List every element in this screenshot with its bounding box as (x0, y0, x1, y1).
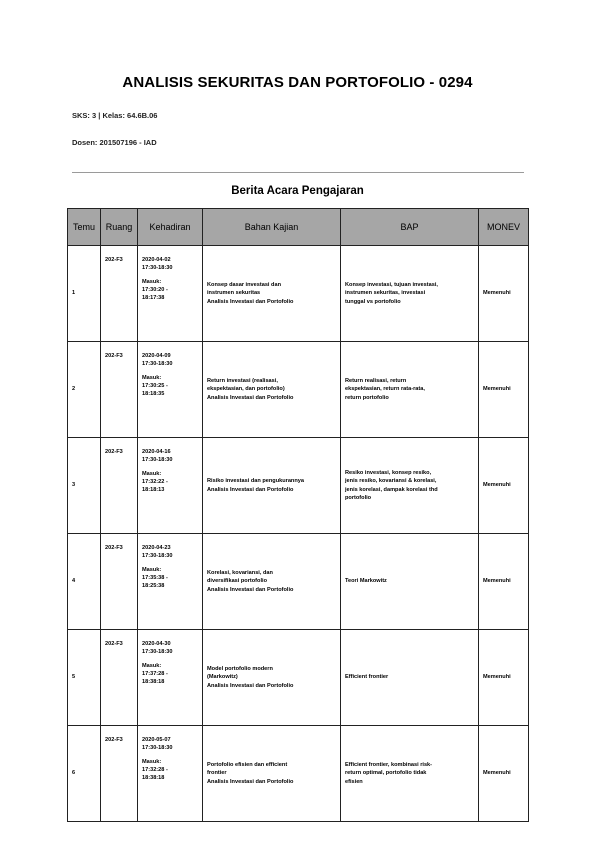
cell-ruang: 202-F3 (101, 726, 138, 822)
bahan-line: instrumen sekuritas (207, 290, 261, 297)
table-row (68, 630, 529, 726)
col-header-bahan-kajian: Bahan Kajian (203, 209, 341, 246)
bap-line: Efficient frontier (345, 674, 389, 681)
cell-bahan-kajian (203, 438, 341, 534)
cell-temu: 5 (68, 630, 101, 726)
cell-kehadiran (138, 342, 203, 438)
bap-line: Resiko investasi, konsep resiko, (345, 470, 432, 477)
cell-ruang: 202-F3 (101, 438, 138, 534)
bap-line: return optimal, portofolio tidak (345, 770, 427, 777)
cell-monev: Memenuhi (479, 438, 529, 534)
cell-temu: 3 (68, 438, 101, 534)
kehadiran-masuk-time: 17:35:38 - (142, 575, 168, 582)
cell-bahan-kajian (203, 534, 341, 630)
kehadiran-keluar-time: 18:18:35 (142, 391, 165, 398)
cell-temu: 4 (68, 534, 101, 630)
col-header-bap: BAP (341, 209, 479, 246)
bahan-line: Analisis Investasi dan Portofolio (207, 778, 294, 785)
cell-bap (341, 630, 479, 726)
bahan-line: frontier (207, 770, 227, 777)
sks-kelas-info: SKS: 3 | Kelas: 64.6B.06 (72, 111, 158, 120)
kehadiran-time: 17:30-18:30 (142, 265, 173, 272)
course-title: ANALISIS SEKURITAS DAN PORTOFOLIO - 0294 (122, 74, 473, 91)
table-row (68, 438, 529, 534)
bap-line: Efficient frontier, kombinasi risk- (345, 762, 433, 769)
cell-kehadiran (138, 726, 203, 822)
bahan-line: Analisis Investasi dan Portofolio (207, 586, 294, 593)
table-header-row (68, 209, 529, 246)
cell-bahan-kajian (203, 726, 341, 822)
cell-ruang: 202-F3 (101, 342, 138, 438)
bap-line: jenis korelasi, dampak korelasi thd (345, 486, 438, 493)
bahan-line: Risiko investasi dan pengukurannya (207, 478, 304, 485)
cell-kehadiran (138, 246, 203, 342)
table-row (68, 246, 529, 342)
bap-line: portofolio (345, 494, 372, 501)
bahan-line: (Markowitz) (207, 674, 238, 681)
bap-line: Teori Markowitz (345, 578, 387, 585)
bap-line: instrumen sekuritas, investasi (345, 290, 426, 297)
bap-line: jenis resiko, kovariansi & korelasi, (345, 478, 437, 485)
bap-line: tunggal vs portofolio (345, 298, 401, 305)
kehadiran-time: 17:30-18:30 (142, 745, 173, 752)
cell-bap (341, 246, 479, 342)
kehadiran-masuk-label: Masuk: (142, 279, 162, 286)
bahan-line: Analisis Investasi dan Portofolio (207, 486, 294, 493)
kehadiran-keluar-time: 18:38:18 (142, 775, 165, 782)
cell-ruang: 202-F3 (101, 630, 138, 726)
bahan-line: Analisis Investasi dan Portofolio (207, 298, 294, 305)
kehadiran-masuk-time: 17:32:22 - (142, 479, 168, 486)
kehadiran-keluar-time: 18:18:13 (142, 487, 165, 494)
bahan-line: Konsep dasar investasi dan (207, 282, 281, 289)
bahan-line: ekspektasian, dan portofolio) (207, 386, 285, 393)
col-header-temu: Temu (68, 209, 101, 246)
cell-monev: Memenuhi (479, 630, 529, 726)
cell-monev: Memenuhi (479, 534, 529, 630)
cell-kehadiran (138, 438, 203, 534)
bap-line: ekspektasian, return rata-rata, (345, 386, 425, 393)
kehadiran-masuk-time: 17:30:25 - (142, 383, 168, 390)
kehadiran-keluar-time: 18:17:38 (142, 295, 165, 302)
bahan-line: Analisis Investasi dan Portofolio (207, 394, 294, 401)
cell-monev: Memenuhi (479, 726, 529, 822)
col-header-ruang: Ruang (101, 209, 138, 246)
berita-acara-table (67, 208, 529, 822)
bahan-line: Analisis Investasi dan Portofolio (207, 682, 294, 689)
cell-temu: 2 (68, 342, 101, 438)
kehadiran-masuk-label: Masuk: (142, 663, 162, 670)
kehadiran-keluar-time: 18:38:18 (142, 679, 165, 686)
kehadiran-masuk-time: 17:32:28 - (142, 767, 168, 774)
section-title: Berita Acara Pengajaran (231, 185, 364, 197)
cell-bahan-kajian (203, 630, 341, 726)
table-row (68, 534, 529, 630)
kehadiran-masuk-label: Masuk: (142, 759, 162, 766)
table-row (68, 726, 529, 822)
col-header-kehadiran: Kehadiran (138, 209, 203, 246)
cell-bahan-kajian (203, 246, 341, 342)
cell-monev: Memenuhi (479, 342, 529, 438)
cell-ruang: 202-F3 (101, 534, 138, 630)
kehadiran-masuk-label: Masuk: (142, 471, 162, 478)
dosen-info: Dosen: 201507196 - IAD (72, 138, 157, 147)
cell-temu: 1 (68, 246, 101, 342)
cell-ruang: 202-F3 (101, 246, 138, 342)
kehadiran-time: 17:30-18:30 (142, 361, 173, 368)
kehadiran-date: 2020-04-30 (142, 641, 171, 647)
kehadiran-masuk-time: 17:30:20 - (142, 287, 168, 294)
kehadiran-date: 2020-04-23 (142, 545, 171, 551)
bap-line: Return realisasi, return (345, 378, 407, 385)
divider-line (72, 172, 524, 173)
cell-bap (341, 534, 479, 630)
kehadiran-date: 2020-04-16 (142, 449, 171, 455)
kehadiran-masuk-time: 17:37:28 - (142, 671, 168, 678)
cell-bap (341, 726, 479, 822)
bahan-line: Korelasi, kovariansi, dan (207, 570, 273, 577)
kehadiran-time: 17:30-18:30 (142, 457, 173, 464)
cell-bap (341, 342, 479, 438)
kehadiran-time: 17:30-18:30 (142, 649, 173, 656)
kehadiran-date: 2020-05-07 (142, 737, 171, 743)
bahan-line: diversifikasi portofolio (207, 578, 267, 585)
kehadiran-keluar-time: 18:25:38 (142, 583, 165, 590)
cell-kehadiran (138, 630, 203, 726)
cell-bap (341, 438, 479, 534)
kehadiran-date: 2020-04-09 (142, 353, 171, 359)
bap-line: Konsep investasi, tujuan investasi, (345, 282, 438, 289)
kehadiran-masuk-label: Masuk: (142, 567, 162, 574)
bap-line: return portofolio (345, 394, 389, 401)
bahan-line: Portofolio efisien dan efficient (207, 762, 288, 769)
kehadiran-date: 2020-04-02 (142, 257, 171, 263)
kehadiran-masuk-label: Masuk: (142, 375, 162, 382)
col-header-monev: MONEV (479, 209, 529, 246)
kehadiran-time: 17:30-18:30 (142, 553, 173, 560)
cell-kehadiran (138, 534, 203, 630)
cell-monev: Memenuhi (479, 246, 529, 342)
bahan-line: Model portofolio modern (207, 666, 273, 673)
bap-line: efisien (345, 778, 363, 785)
table-row (68, 342, 529, 438)
bahan-line: Return investasi (realisasi, (207, 378, 278, 385)
cell-temu: 6 (68, 726, 101, 822)
cell-bahan-kajian (203, 342, 341, 438)
